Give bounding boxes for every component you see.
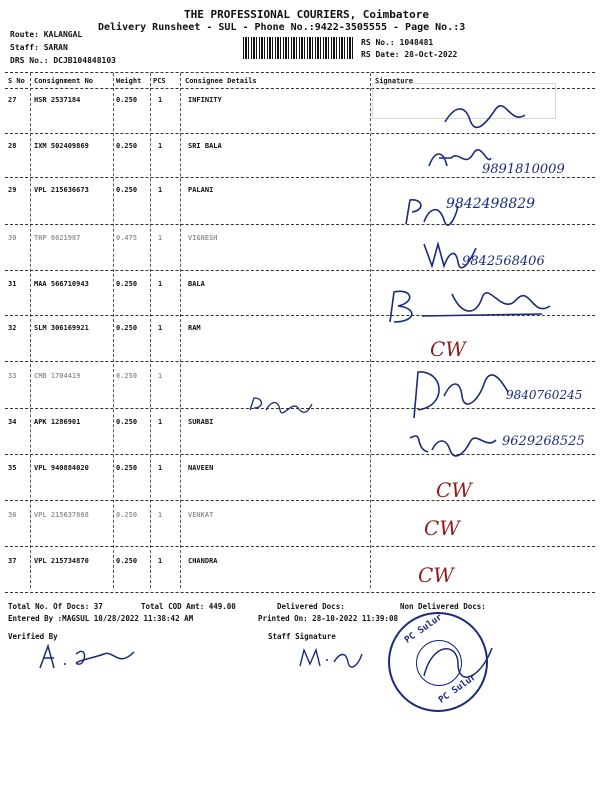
drs-number: DRS No.: DCJB104848103 [10,56,116,65]
row-pcs: 1 [158,186,163,194]
row-divider [5,500,595,501]
row-consignee: PALANI [188,186,214,194]
row-weight: 0.250 [116,142,138,150]
entered-by: Entered By :MAGSUL 10/28/2022 11:38:42 AM [8,614,194,623]
row-pcs: 1 [158,324,163,332]
row-consignment: VPL 215636673 [34,186,89,194]
row-consignment: VPL 215637868 [34,511,89,519]
handwritten-signature [404,428,500,458]
row-consignment: APK 1286901 [34,418,81,426]
row-consignee: SRI BALA [188,142,222,150]
row-consignee: VIGNESH [188,234,218,242]
row-consignee: NAVEEN [188,464,214,472]
row-sno: 34 [8,418,17,426]
row-sno: 29 [8,186,17,194]
seal-overwrite-signature [418,636,498,686]
row-weight: 0.250 [116,464,138,472]
row-consignee: INFINITY [188,96,222,104]
row-weight: 0.250 [116,557,138,565]
route-label: Route: KALANGAL [10,30,83,39]
row-pcs: 1 [158,142,163,150]
row-sno: 27 [8,96,17,104]
table-top-rule [5,72,595,73]
handwritten-signature [404,366,514,422]
delivered-docs: Delivered Docs: [277,602,345,611]
row-sno: 37 [8,557,17,565]
row-divider [5,454,595,455]
seal-text-top: PC Sulur [403,612,445,646]
row-pcs: 1 [158,280,163,288]
row-sno: 31 [8,280,17,288]
company-title: THE PROFESSIONAL COURIERS, Coimbatore [184,8,430,21]
row-consignment: IXM 502409869 [34,142,89,150]
col-header-weight: Weight [116,77,142,85]
row-pcs: 1 [158,464,163,472]
col-header-sno: S No [8,77,25,85]
row-consignment: MAA 566710943 [34,280,89,288]
col-header-consignee: Consignee Details [185,77,257,85]
row-consignee: BALA [188,280,205,288]
cw-mark: CW [424,516,460,540]
runsheet-line: Delivery Runsheet - SUL - Phone No.:9422-3505555 - Page No.:3 [98,22,466,33]
verified-by-label: Verified By [8,632,58,641]
table-row [0,511,600,561]
handwritten-phone: 9840760245 [506,388,583,402]
row-consignee: SURABI [188,418,214,426]
row-divider [5,546,595,547]
row-sno: 33 [8,372,17,380]
row-consignment: VPL 215734870 [34,557,89,565]
row-weight: 0.250 [116,418,138,426]
row-sno: 36 [8,511,17,519]
row-weight: 0.250 [116,96,138,104]
seal-text-bottom: PC Sulur [437,672,479,706]
total-cod: Total COD Amt: 449.00 [141,602,236,611]
row-consignment: CMB 1704419 [34,372,81,380]
table-row [0,557,600,607]
handwritten-signature [440,100,530,130]
row-divider [5,177,595,178]
staff-signature-label: Staff Signature [268,632,336,641]
rs-date: RS Date: 28-Oct-2022 [361,50,458,59]
row-weight: 0.250 [116,186,138,194]
row-weight: 0.250 [116,324,138,332]
row-consignee: CHANDRA [188,557,218,565]
row-pcs: 1 [158,372,163,380]
handwritten-phone: 9891810009 [482,162,565,177]
total-docs: Total No. Of Docs: 37 [8,602,103,611]
row-weight: 0.250 [116,511,138,519]
row-weight: 0.250 [116,372,138,380]
table-bottom-rule [5,592,595,593]
row-consignee: RAM [188,324,201,332]
row-divider [5,133,595,134]
row-sno: 28 [8,142,17,150]
handwritten-phone: 9842568406 [462,254,545,269]
handwritten-signature [246,396,316,416]
handwritten-phone: 9842498829 [446,196,536,212]
col-header-pcs: PCS [153,77,166,85]
row-divider [5,224,595,225]
row-sno: 30 [8,234,17,242]
staff-label: Staff: SARAN [10,43,68,52]
row-pcs: 1 [158,234,163,242]
barcode [243,37,355,59]
printed-on: Printed On: 28-10-2022 11:39:08 [258,614,398,623]
verified-by-signature [34,642,144,672]
row-consignment: SLM 306169921 [34,324,89,332]
cw-mark: CW [418,563,454,587]
handwritten-signature [382,286,562,328]
staff-signature [296,646,366,670]
row-divider [5,270,595,271]
handwritten-phone: 9629268525 [502,434,585,449]
non-delivered-docs: Non Delivered Docs: [400,602,486,611]
row-pcs: 1 [158,96,163,104]
row-pcs: 1 [158,511,163,519]
row-sno: 32 [8,324,17,332]
row-consignment: TRP 6021987 [34,234,81,242]
table-row [0,464,600,514]
cw-mark: CW [430,337,466,361]
row-consignment: HSR 2537184 [34,96,81,104]
col-header-consignment: Consignment No [34,77,94,85]
row-consignment: VPL 940884020 [34,464,89,472]
row-weight: 0.475 [116,234,138,242]
row-pcs: 1 [158,418,163,426]
row-consignee: VENKAT [188,511,214,519]
row-weight: 0.250 [116,280,138,288]
col-header-signature: Signature [375,77,413,85]
row-divider [5,361,595,362]
cw-mark: CW [436,478,472,502]
rs-number: RS No.: 1048481 [361,38,434,47]
row-pcs: 1 [158,557,163,565]
row-sno: 35 [8,464,17,472]
